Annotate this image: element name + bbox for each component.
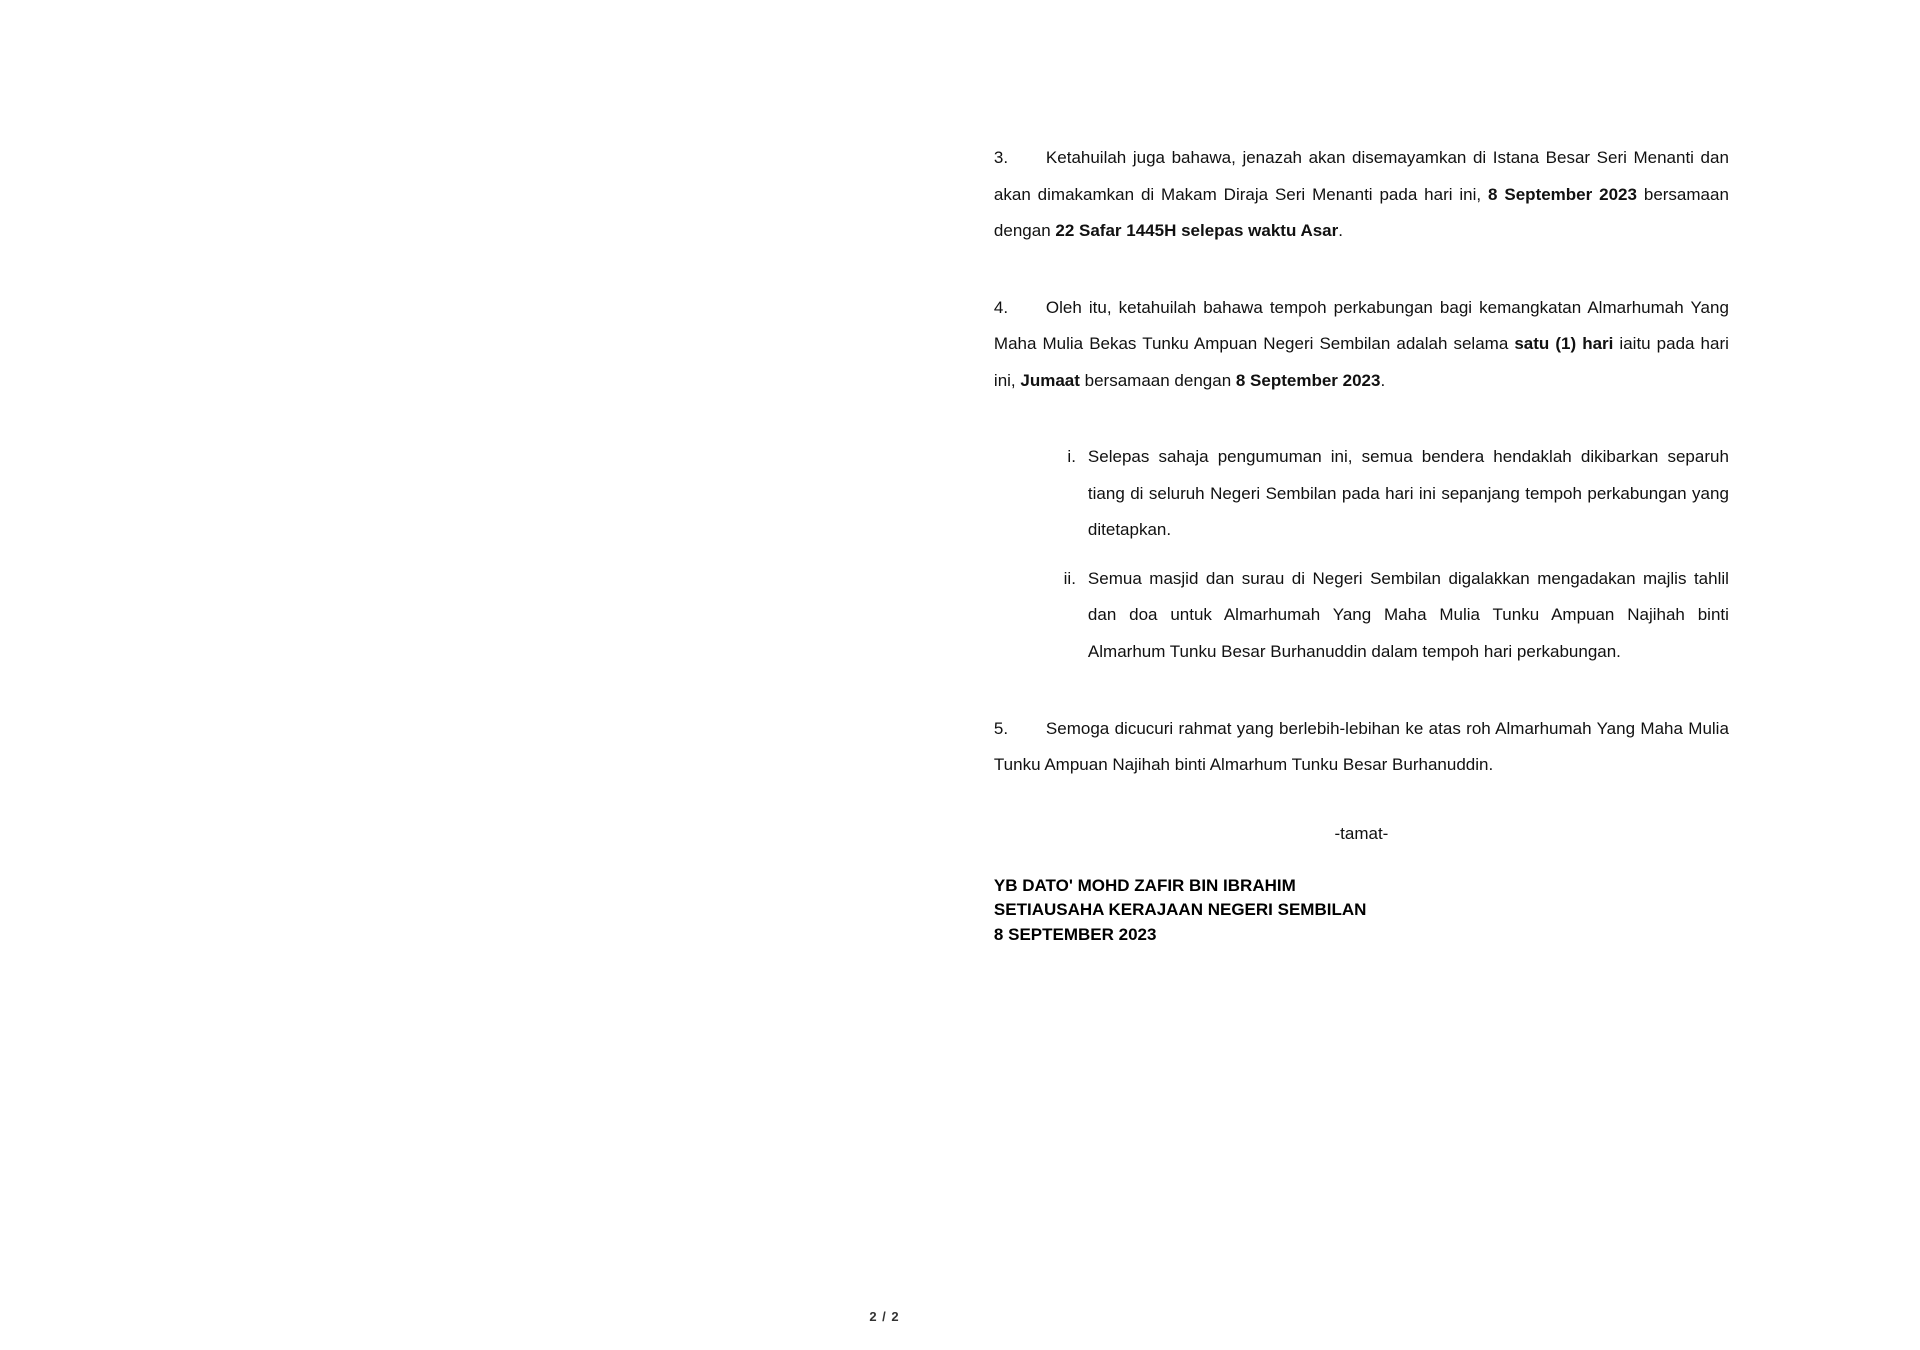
body-text: iaitu pada hari ini, — [993, 334, 1729, 390]
sub-item-marker-ii: ii. — [1063, 568, 1076, 588]
sub-item-text-i: Selepas sahaja pengumuman ini, semua bendera hendaklah dikibarkan separuh tiang di seluruh Negeri Sembilan pada hari ini sepanjang tempoh perkabungan yang ditetapkan. — [1087, 447, 1729, 540]
paragraph-4 — [994, 290, 1729, 400]
body-text: bersamaan dengan — [993, 184, 1729, 241]
emphasised-text: Jumaat — [1020, 370, 1080, 390]
body-text: Oleh itu, ketahuilah bahawa tempoh perkabungan bagi kemangkatan Almarhumah Yang Maha Mulia Bekas Tunku Ampuan Negeri Sembilan adalah selama — [993, 297, 1729, 354]
signoff-name: YB DATO' MOHD ZAFIR BIN IBRAHIM — [993, 875, 1296, 895]
paragraph-number-4: 4. — [993, 297, 1009, 317]
body-text: Ketahuilah juga bahawa, jenazah akan disemayamkan di Istana Besar Seri Menanti dan akan dimakamkan di Makam Diraja Seri Menanti pada hari ini, — [993, 148, 1729, 204]
paragraph-5 — [994, 711, 1729, 784]
sub-item-list — [994, 439, 1729, 670]
signoff-date: 8 SEPTEMBER 2023 — [993, 924, 1157, 944]
signoff-position: SETIAUSAHA KERAJAAN NEGERI SEMBILAN — [993, 900, 1367, 920]
emphasised-text: 22 Safar 1445H selepas waktu Asar — [1055, 221, 1339, 241]
body-text: Semoga dicucuri rahmat yang berlebih-lebihan ke atas roh Almarhumah Yang Maha Mulia Tunku Ampuan Najihah binti Almarhum Tunku Besar Burhanuddin. — [993, 718, 1729, 775]
paragraph-number-3: 3. — [993, 148, 1009, 167]
signoff-block — [994, 874, 1729, 948]
emphasised-text: 8 September 2023 — [1235, 370, 1381, 390]
page-number: 2 / 2 — [869, 1309, 900, 1324]
paragraph-text-3 — [994, 148, 1729, 240]
closing-marker: -tamat- — [1334, 823, 1389, 843]
sub-item-marker-i: i. — [1067, 447, 1076, 467]
body-text: . — [1338, 221, 1343, 241]
paragraph-3 — [994, 140, 1729, 250]
paragraph-text-5 — [994, 719, 1729, 775]
emphasised-text: satu (1) hari — [1514, 334, 1614, 354]
emphasised-text: 8 September 2023 — [1488, 184, 1637, 204]
paragraph-text-4 — [994, 298, 1729, 390]
paragraph-number-5: 5. — [993, 718, 1009, 738]
body-text: . — [1380, 370, 1386, 390]
list-item — [1042, 439, 1729, 549]
body-text: bersamaan dengan — [1079, 370, 1236, 390]
list-item — [1042, 561, 1729, 671]
sub-item-text-ii: Semua masjid dan surau di Negeri Sembilan digalakkan mengadakan majlis tahlil dan doa untuk Almarhumah Yang Maha Mulia Tunku Ampuan Najihah binti Almarhum Tunku Besar Burhanuddin dalam tempoh hari perkabungan. — [1087, 568, 1729, 662]
